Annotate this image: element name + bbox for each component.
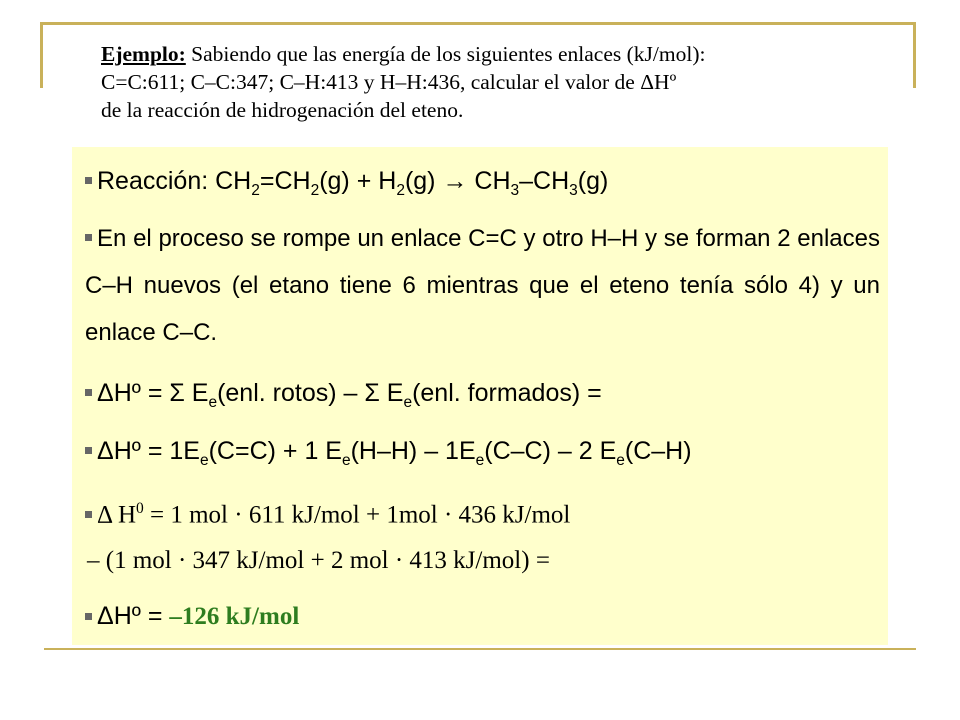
frame-line-bottom bbox=[44, 648, 916, 650]
equation-2: ΔHº = $1E_e(C=C) + 1$ $E_e(H-H) - 1E_e(C-C) - 2$ $E_e(C-H)$ bbox=[85, 437, 692, 475]
equation-3: Δ $H^0 = 1$ mol · 611 kJ/mol + 1mol · 436 kJ/mol bbox=[85, 495, 570, 529]
result-label: ΔHº = bbox=[97, 602, 170, 630]
bullet-icon bbox=[85, 177, 92, 184]
bullet-icon bbox=[85, 234, 92, 241]
bullet-icon bbox=[85, 389, 92, 396]
reaction-line bbox=[85, 167, 608, 205]
reaction-text: Reacción: $CH_2=CH_2(g) + H_2(g) \to CH_3-CH_3(g)$ bbox=[97, 167, 609, 199]
process-text: En el proceso se rompe un enlace C=C y otro H–H y se forman 2 enlaces C–H nuevos (el etano tiene 6 mientras que el eteno tenía sólo 4) y un enlace C–C. bbox=[85, 225, 880, 346]
example-text-2: C=C:611; C–C:347; C–H:413 y H–H:436, calcular el valor de ΔHº bbox=[101, 70, 677, 94]
content-panel bbox=[72, 147, 888, 645]
result-value: –126 kJ/mol bbox=[169, 603, 300, 630]
example-lead: Ejemplo: bbox=[101, 42, 186, 66]
equation-3-continuation: – (1 mol · 347 kJ/mol + 2 mol · 413 kJ/mol) = bbox=[87, 547, 550, 574]
example-statement bbox=[101, 40, 881, 124]
bullet-icon bbox=[85, 511, 92, 518]
result-line bbox=[85, 602, 299, 631]
process-paragraph bbox=[85, 215, 880, 356]
frame-line-top bbox=[40, 22, 916, 25]
frame-line-right bbox=[913, 22, 916, 88]
equation-1: ΔHº = Σ $E_e(enl$. rotos) – Σ $E_e(enl$. formados) = bbox=[85, 379, 602, 417]
example-text-1: Sabiendo que las energía de los siguientes enlaces (kJ/mol): bbox=[185, 42, 706, 66]
example-text-3: de la reacción de hidrogenación del eteno. bbox=[101, 98, 464, 122]
frame-line-left bbox=[40, 22, 43, 88]
bullet-icon bbox=[85, 447, 92, 454]
bullet-icon bbox=[85, 613, 92, 620]
